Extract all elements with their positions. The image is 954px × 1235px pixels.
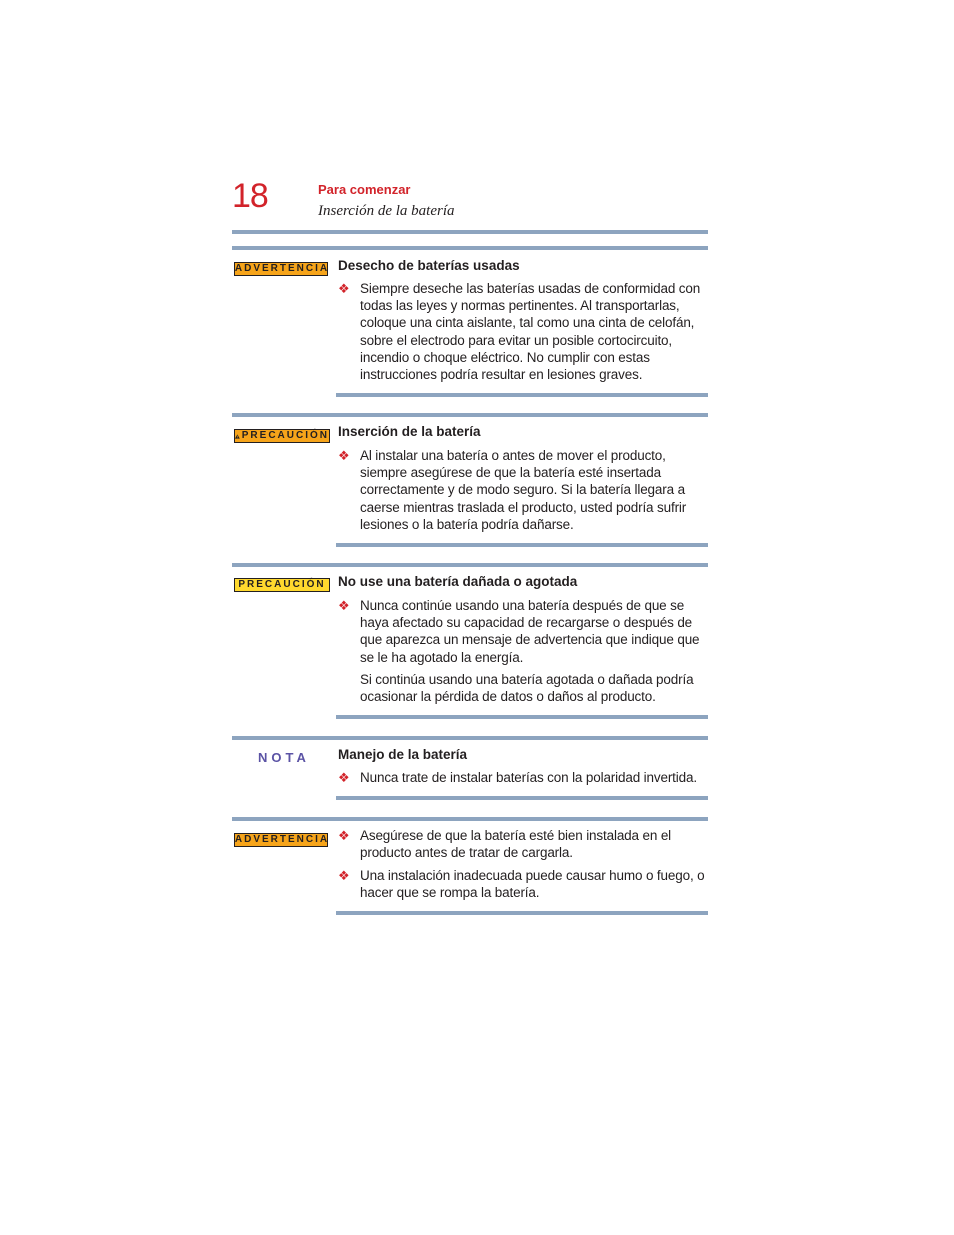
- list-item: [338, 827, 708, 861]
- header-rule: [232, 230, 708, 234]
- box-bottom-rule: [336, 543, 708, 547]
- box-top-rule: [232, 736, 708, 740]
- warning-badge-label: ADVERTENCIA: [234, 263, 330, 274]
- box-bottom-rule: [336, 796, 708, 800]
- list-item: [338, 280, 708, 383]
- list-item-text: Siempre deseche las baterías usadas de conformidad con todas las leyes y normas pertinentes. Al transportarlas, coloque una cinta aislante, tal como una cinta de celofán, sobre el electrodo para evitar un posible cortocircuito, incendio o choque eléctrico. No cumplir con estas instrucciones podría resultar en lesiones graves.: [360, 281, 701, 383]
- diamond-bullet-icon: ❖: [338, 598, 350, 613]
- note-box-battery-handling: [232, 736, 708, 801]
- list-item: [338, 597, 708, 666]
- caution-box-damaged-battery: [232, 563, 708, 720]
- warning-box-battery-install: [232, 817, 708, 917]
- chapter-title: Para comenzar: [318, 182, 411, 197]
- box-top-rule: [232, 563, 708, 567]
- warning-badge-label: ADVERTENCIA: [234, 834, 330, 845]
- box-title: Manejo de la batería: [338, 747, 468, 762]
- list-item-text: Asegúrese de que la batería esté bien instalada en el producto antes de tratar de cargarla.: [360, 828, 672, 861]
- box-bottom-rule: [336, 715, 708, 719]
- warning-triangle-icon: [235, 431, 240, 442]
- diamond-bullet-icon: ❖: [338, 828, 350, 843]
- box-paragraph: Si continúa usando una batería agotada o dañada podría ocasionar la pérdida de datos o daños al producto.: [360, 672, 694, 705]
- list-item-text: Al instalar una batería o antes de mover el producto, siempre asegúrese de que la batería esté insertada correctamente y de modo seguro. Si la batería llegara a caerse mientras traslada el producto, usted podría sufrir lesiones o la batería podría dañarse.: [360, 448, 687, 532]
- box-bottom-rule: [336, 911, 708, 915]
- box-top-rule: [232, 413, 708, 417]
- list-item: [338, 769, 708, 786]
- note-badge: NOTA: [258, 750, 310, 765]
- list-item-text: Nunca continúe usando una batería después de que se haya afectado su capacidad de recargarse o después de que aparezca un mensaje de advertencia que indique que se le ha agotado la energía.: [360, 598, 700, 665]
- box-title: Desecho de baterías usadas: [338, 258, 520, 273]
- box-title: Inserción de la batería: [338, 424, 481, 439]
- diamond-bullet-icon: ❖: [338, 281, 350, 296]
- caution-box-battery-insertion: [232, 413, 708, 548]
- list-item: [338, 867, 708, 901]
- caution-badge: [234, 578, 330, 592]
- warning-box-battery-disposal: [232, 246, 708, 398]
- list-item-text: Nunca trate de instalar baterías con la polaridad invertida.: [360, 770, 697, 785]
- list-item-text: Una instalación inadecuada puede causar humo o fuego, o hacer que se rompa la batería.: [360, 868, 705, 901]
- box-title: No use una batería dañada o agotada: [338, 574, 578, 589]
- warning-badge: [234, 833, 328, 847]
- diamond-bullet-icon: ❖: [338, 448, 350, 463]
- diamond-bullet-icon: ❖: [338, 868, 350, 883]
- warning-badge: [234, 262, 328, 276]
- section-title: Inserción de la batería: [318, 203, 455, 219]
- page-number: 18: [232, 177, 268, 215]
- diamond-bullet-icon: ❖: [338, 770, 350, 785]
- caution-badge: [234, 429, 330, 443]
- list-item: [338, 447, 708, 533]
- caution-badge-label: PRECAUCIÓN: [241, 430, 329, 441]
- box-top-rule: [232, 246, 708, 250]
- box-top-rule: [232, 817, 708, 821]
- caution-badge-label: PRECAUCIÓN: [238, 579, 326, 590]
- box-bottom-rule: [336, 393, 708, 397]
